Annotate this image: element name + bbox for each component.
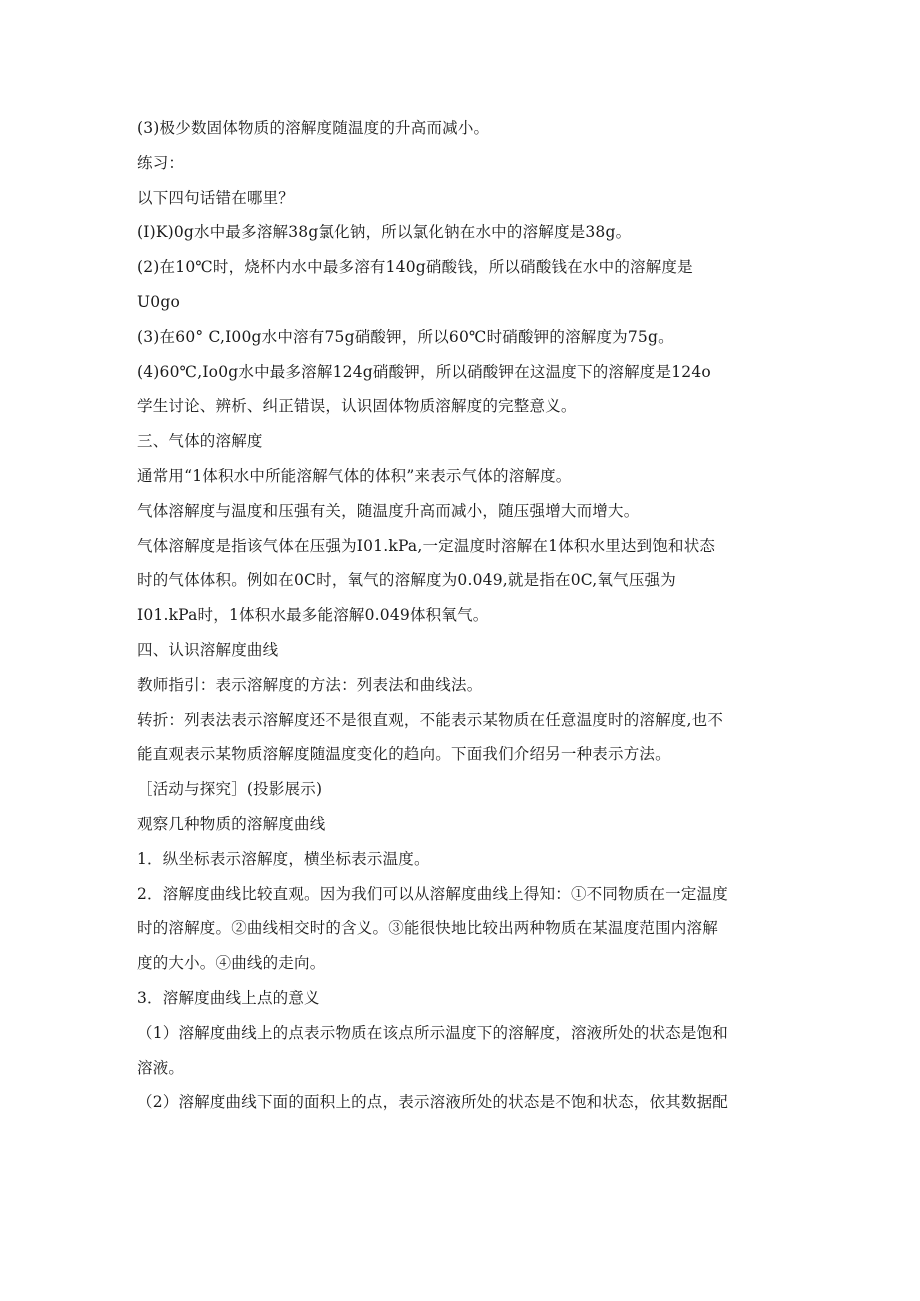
text-line: 以下四句话错在哪里？	[137, 188, 295, 207]
text-line: 1．纵坐标表示溶解度，横坐标表示温度。	[137, 849, 430, 868]
text-line: 能直观表示某物质溶解度随温度变化的趋向。下面我们介绍另一种表示方法。	[137, 745, 671, 764]
text-line: ［活动与探究］(投影展示)	[137, 780, 323, 799]
text-line: 通常用“1体积水中所能溶解气体的体积”来表示气体的溶解度。	[137, 466, 572, 485]
text-line: 度的大小。④曲线的走向。	[137, 954, 326, 973]
text-line: (I)K)0g水中最多溶解38g氯化钠，所以氯化钠在水中的溶解度是38g。	[137, 223, 632, 242]
text-line: (2)在10℃时，烧杯内水中最多溶有140g硝酸钱，所以硝酸钱在水中的溶解度是	[137, 258, 693, 277]
text-line: 溶液。	[137, 1058, 185, 1077]
text-line: 3．溶解度曲线上点的意义	[137, 988, 320, 1007]
text-line: U0go	[137, 292, 180, 311]
text-line: 练习：	[137, 153, 185, 172]
text-line: (4)60℃,Io0g水中最多溶解124g硝酸钾，所以硝酸钾在这温度下的溶解度是124o	[137, 362, 711, 381]
text-line: (3)极少数固体物质的溶解度随温度的升高而减小。	[137, 119, 490, 137]
text-line: 教师指引：表示溶解度的方法：列表法和曲线法。	[137, 675, 483, 694]
document-body	[137, 111, 787, 1120]
text-line: 时的气体体积。例如在0C时，氧气的溶解度为0.049,就是指在0C,氧气压强为	[137, 571, 676, 590]
text-line: 观察几种物质的溶解度曲线	[137, 814, 326, 833]
text-line: 转折：列表法表示溶解度还不是很直观，不能表示某物质在任意温度时的溶解度,也不	[137, 710, 724, 729]
text-line: （2）溶解度曲线下面的面积上的点，表示溶液所处的状态是不饱和状态，依其数据配	[137, 1093, 728, 1112]
text-line: 学生讨论、辨析、纠正错误，认识固体物质溶解度的完整意义。	[137, 397, 577, 416]
text-line: 时的溶解度。②曲线相交时的含义。③能很快地比较出两种物质在某温度范围内溶解	[137, 919, 718, 938]
text-line: （1）溶解度曲线上的点表示物质在该点所示温度下的溶解度，溶液所处的状态是饱和	[137, 1023, 728, 1042]
text-line: 2．溶解度曲线比较直观。因为我们可以从溶解度曲线上得知：①不同物质在一定温度	[137, 884, 728, 903]
text-line: (3)在60° C,I00g水中溶有75g硝酸钾，所以60℃时硝酸钾的溶解度为75g。	[137, 327, 674, 346]
section-heading: 三、气体的溶解度	[137, 432, 263, 451]
section-heading: 四、认识溶解度曲线	[137, 640, 279, 659]
text-line: I01.kPa时，1体积水最多能溶解0.049体积氧气。	[137, 606, 489, 625]
text-line: 气体溶解度与温度和压强有关，随温度升高而减小，随压强增大而增大。	[137, 501, 640, 520]
text-line: 气体溶解度是指该气体在压强为I01.kPa,一定温度时溶解在1体积水里达到饱和状态	[137, 536, 716, 555]
